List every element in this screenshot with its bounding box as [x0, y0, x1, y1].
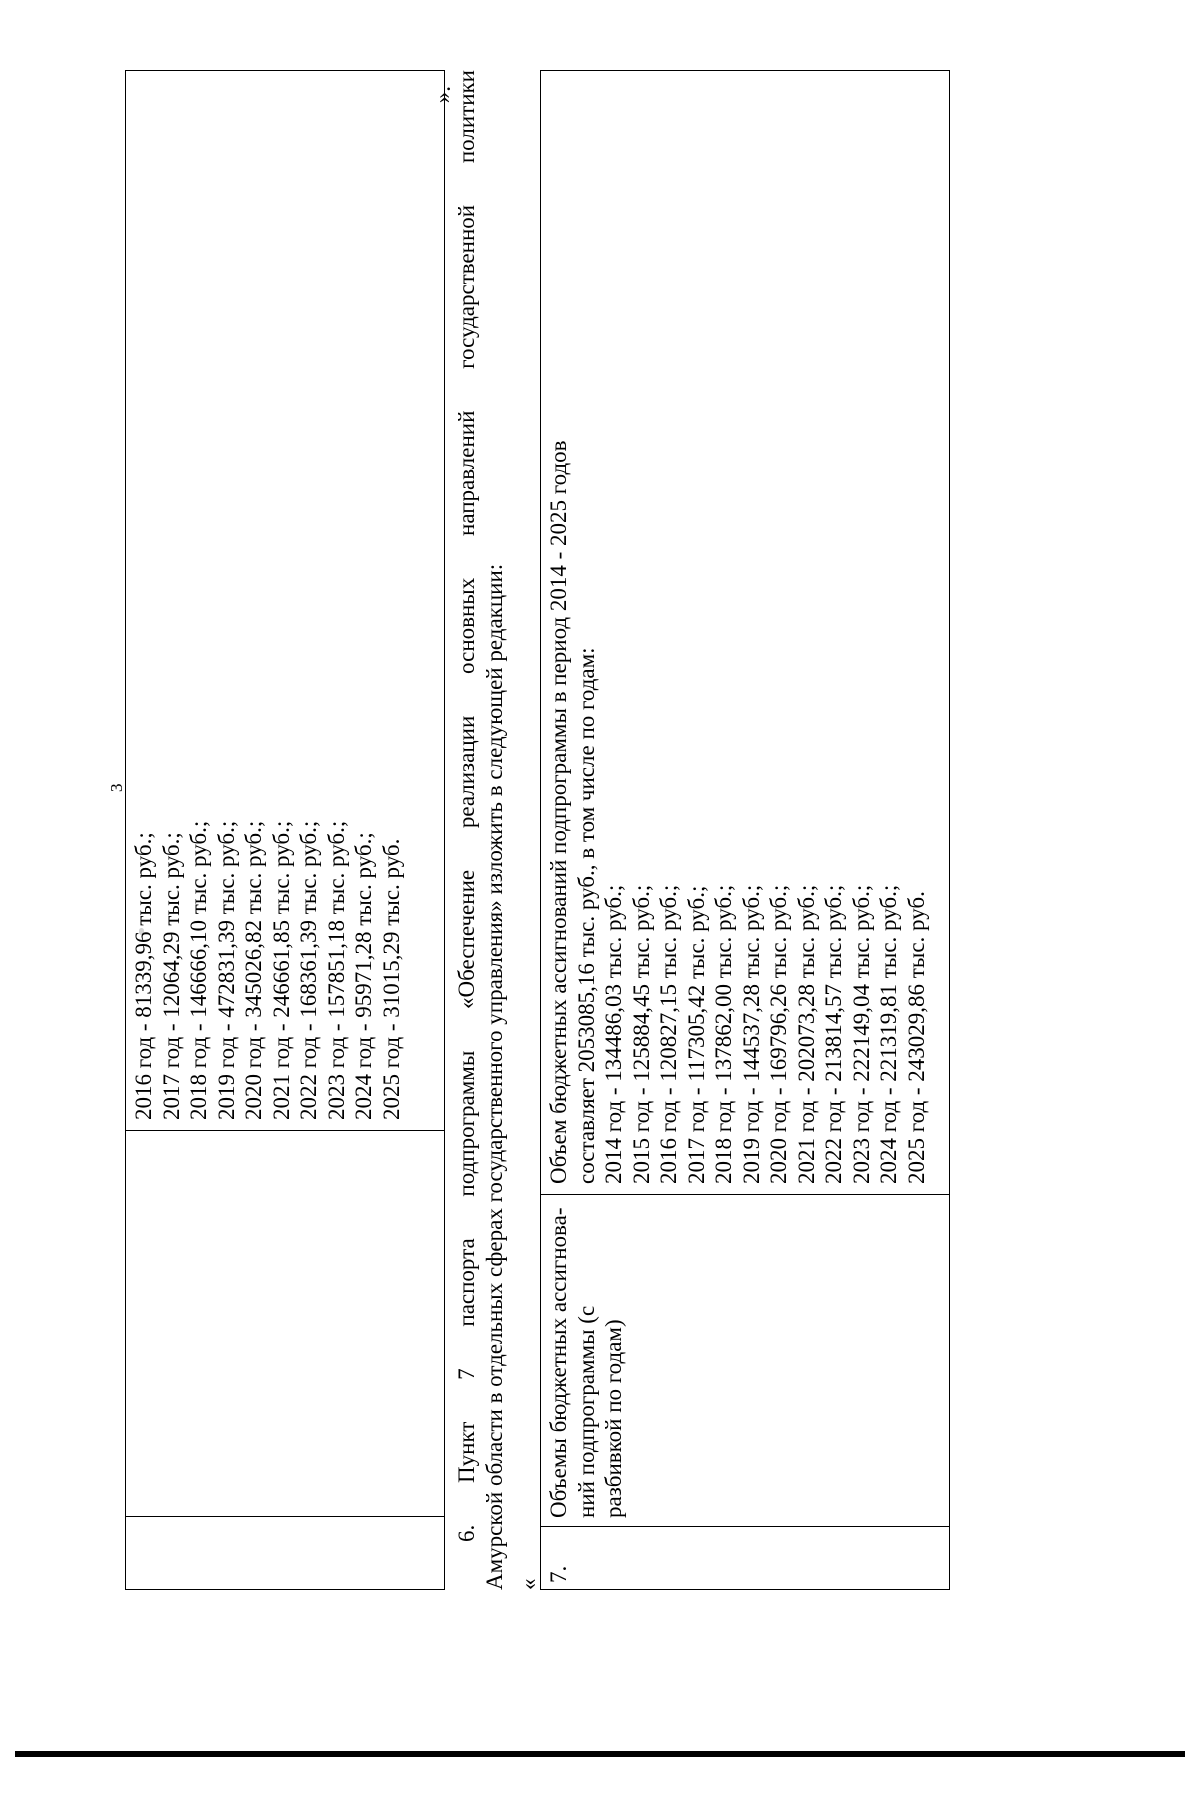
summary-line: составляет 2053085,16 тыс. руб., в том числе по годам: — [573, 647, 599, 1184]
year-line: 2023 год - 222149,04 тыс. руб.; — [848, 884, 874, 1184]
table-row — [126, 71, 445, 1590]
table-row — [541, 71, 950, 1590]
row-number: 7. — [541, 1527, 950, 1590]
year-line: 2025 год - 243029,86 тыс. руб. — [903, 891, 929, 1184]
year-line: 2024 год - 221319,81 тыс. руб.; — [876, 884, 901, 1184]
amendment-paragraph — [430, 70, 508, 1590]
table-cell-values — [126, 71, 445, 1131]
closing-quote: ». — [430, 86, 455, 104]
new-edition-table — [540, 70, 950, 1590]
year-line: 2019 год - 144537,28 тыс. руб.; — [738, 884, 764, 1184]
year-line: 2018 год - 146666,10 тыс. руб.; — [186, 820, 211, 1120]
summary-line: Объем бюджетных ассигнований подпрограммы в период 2014 - 2025 годов — [546, 440, 571, 1184]
footer-rule — [15, 1751, 1185, 1757]
year-line: 2016 год - 81339,96 тыс. руб.; — [131, 832, 156, 1120]
paragraph-line: Амурской области в отдельных сферах государственного управления» изложить в следующей редакции: — [481, 563, 507, 1590]
table-cell-label — [126, 1131, 445, 1517]
continued-table — [125, 70, 445, 1590]
year-line: 2015 год - 125884,45 тыс. руб.; — [628, 884, 654, 1184]
year-line: 2016 год - 120827,15 тыс. руб.; — [656, 884, 681, 1184]
year-line: 2022 год - 168361,39 тыс. руб.; — [296, 820, 321, 1120]
year-line: 2014 год - 134486,03 тыс. руб.; — [601, 884, 626, 1184]
year-line: 2018 год - 137862,00 тыс. руб.; — [711, 884, 736, 1184]
year-line: 2020 год - 345026,82 тыс. руб.; — [241, 820, 266, 1120]
year-line: 2023 год - 157851,18 тыс. руб.; — [323, 820, 349, 1120]
row-values — [541, 71, 950, 1195]
year-line: 2024 год - 95971,28 тыс. руб.; — [351, 832, 376, 1120]
year-line: 2017 год - 117305,42 тыс. руб.; — [683, 885, 709, 1184]
year-line: 2022 год - 213814,57 тыс. руб.; — [821, 884, 846, 1184]
rotated-page-content — [105, 50, 1200, 1590]
year-line: 2019 год - 472831,39 тыс. руб.; — [213, 820, 239, 1120]
paragraph-line: 6. Пункт 7 паспорта подпрограммы «Обеспечение реализации основных направлений государственной политики — [454, 70, 479, 1542]
year-line: 2025 год - 31015,29 тыс. руб. — [378, 838, 404, 1120]
year-line: 2020 год - 169796,26 тыс. руб.; — [766, 884, 791, 1184]
year-line: 2021 год - 202073,28 тыс. руб.; — [793, 884, 819, 1184]
year-line: 2017 год - 12064,29 тыс. руб.; — [158, 832, 184, 1120]
row-label: Объемы бюджетных ассигнова-ний подпрограммы (с разбивкой по годам) — [541, 1195, 950, 1527]
table-cell-number — [126, 1517, 445, 1590]
opening-quote: « — [516, 1578, 541, 1590]
year-line: 2021 год - 246661,85 тыс. руб.; — [268, 820, 294, 1120]
page-number: 3 — [107, 783, 126, 792]
